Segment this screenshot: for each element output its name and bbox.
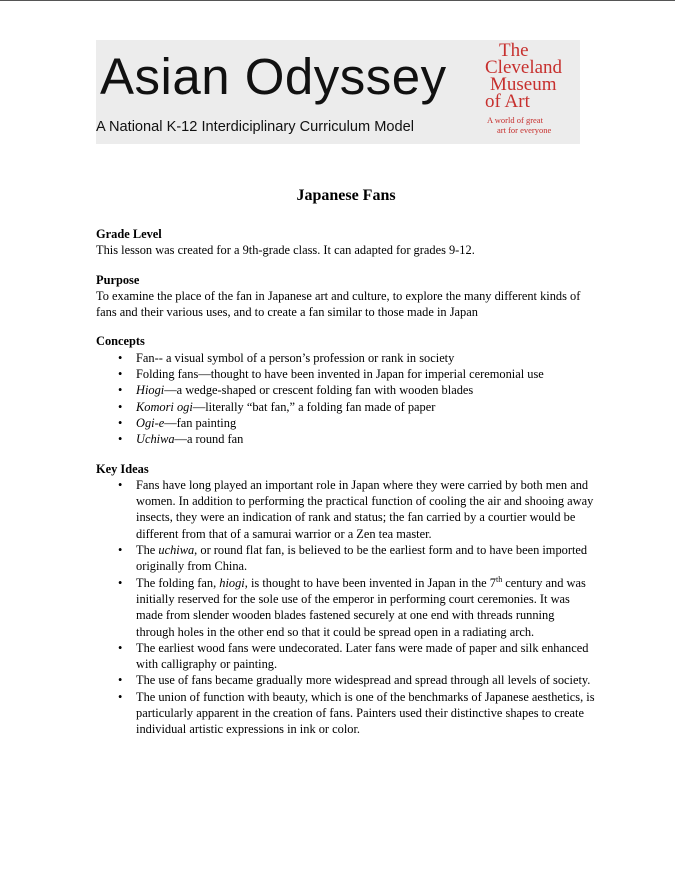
- section-heading: Key Ideas: [96, 461, 149, 476]
- key-idea-term: uchiwa: [158, 543, 195, 558]
- bullet-icon: •: [118, 640, 123, 655]
- concepts-section: [96, 333, 596, 447]
- museum-logo-line: The: [499, 40, 529, 61]
- list-item: [96, 575, 596, 640]
- bullet-icon: •: [118, 415, 123, 430]
- key-idea-text: The earliest wood fans were undecorated. Later fans were made of paper and silk enhanced with calligraphy or painting.: [136, 640, 589, 672]
- grade-level-text: This lesson was created for a 9th-grade class. It can adapted for grades 9-12.: [96, 243, 475, 258]
- key-idea-text: , or round flat fan, is believed to be the earliest form and to have been imported originally from China.: [136, 543, 588, 574]
- list-item: [96, 415, 596, 431]
- list-item: [96, 689, 596, 738]
- concept-separator: —: [192, 399, 206, 414]
- page-title: Japanese Fans: [296, 187, 396, 204]
- section-heading: Purpose: [96, 272, 140, 287]
- ordinal-suffix: th: [495, 574, 503, 584]
- key-ideas-section: [96, 461, 596, 738]
- key-idea-text: , is thought to have been invented in Japan in the 7: [244, 575, 496, 590]
- concept-term: Uchiwa: [136, 432, 175, 447]
- list-item: [96, 431, 596, 447]
- list-item: [96, 350, 596, 366]
- list-item: [96, 399, 596, 415]
- header-banner: [96, 40, 580, 144]
- concept-definition: a visual symbol of a person’s profession or rank in society: [165, 350, 455, 365]
- concept-definition: a wedge-shaped or crescent folding fan with wooden blades: [176, 383, 474, 398]
- list-item: [96, 477, 596, 542]
- museum-logo: [485, 42, 579, 135]
- key-idea-text: century and was initially reserved for the sole use of the emperor in performing court ceremonies. It was made from slender wooden blades fastened securely at one end with threads running through holes in the other end so that it could be spread open in a radiating arch.: [136, 575, 586, 639]
- key-idea-text: Fans have long played an important role in Japan where they were carried by both men and women. In addition to performing the practical function of cooling the air and shooing away insects, they were an indication of rank and status; the fan carried by a courtier would be different from that of a samurai warrior or a Zen tea master.: [136, 477, 594, 541]
- concept-separator: —: [198, 367, 211, 382]
- concepts-list: [96, 350, 596, 448]
- key-idea-text: The union of function with beauty, which is one of the benchmarks of Japanese aesthetics, is particularly apparent in the creation of fans. Painters used their distinctive shapes to create individual artistic expressions in ink or color.: [136, 689, 595, 737]
- concept-separator: —: [174, 432, 187, 447]
- bullet-icon: •: [118, 367, 123, 382]
- concept-definition: a round fan: [186, 432, 244, 447]
- list-item: [96, 382, 596, 398]
- bullet-icon: •: [118, 399, 123, 414]
- list-item: [96, 672, 596, 688]
- key-idea-text: The: [136, 543, 159, 558]
- concept-separator: —: [164, 383, 177, 398]
- concept-term: Hiogi: [136, 383, 165, 398]
- museum-logo-line: Cleveland: [485, 57, 563, 78]
- bullet-icon: •: [118, 543, 123, 558]
- concept-term: Ogi-e: [136, 415, 165, 430]
- concept-separator: --: [154, 350, 166, 365]
- key-idea-text: The folding fan,: [136, 575, 220, 590]
- bullet-icon: •: [118, 575, 123, 590]
- key-ideas-list: [96, 477, 596, 738]
- concept-term: Komori ogi: [136, 399, 193, 414]
- museum-tagline: A world of great: [487, 115, 543, 125]
- concept-separator: —: [164, 415, 177, 430]
- concept-term: Folding fans: [136, 367, 199, 382]
- document-body: [96, 186, 596, 751]
- bullet-icon: •: [118, 689, 123, 704]
- list-item: [96, 366, 596, 382]
- concept-definition: thought to have been invented in Japan for imperial ceremonial use: [210, 367, 544, 382]
- museum-logo-line: Museum: [490, 74, 557, 95]
- purpose-text: To examine the place of the fan in Japanese art and culture, to explore the many different kinds of fans and their various uses, and to create a fan similar to those made in Japan: [96, 288, 581, 320]
- list-item: [96, 542, 596, 575]
- grade-level-section: [96, 226, 596, 259]
- list-item: [96, 640, 596, 673]
- program-subtitle: A National K-12 Interdiciplinary Curriculum Model: [96, 119, 414, 135]
- section-heading: Concepts: [96, 334, 145, 349]
- bullet-icon: •: [118, 432, 123, 447]
- top-rule: [0, 0, 675, 1]
- bullet-icon: •: [118, 350, 123, 365]
- section-heading: Grade Level: [96, 227, 162, 241]
- concept-term: Fan: [136, 350, 155, 365]
- program-title: Asian Odyssey: [100, 48, 447, 105]
- concept-definition: fan painting: [176, 415, 237, 430]
- bullet-icon: •: [118, 477, 123, 492]
- museum-tagline: art for everyone: [497, 125, 552, 135]
- key-idea-term: hiogi: [219, 575, 245, 590]
- bullet-icon: •: [118, 383, 123, 398]
- key-idea-text: The use of fans became gradually more widespread and spread through all levels of society.: [136, 673, 591, 688]
- purpose-section: [96, 272, 596, 321]
- museum-logo-line: of Art: [485, 91, 530, 112]
- bullet-icon: •: [118, 673, 123, 688]
- concept-definition: literally “bat fan,” a folding fan made of paper: [205, 399, 436, 414]
